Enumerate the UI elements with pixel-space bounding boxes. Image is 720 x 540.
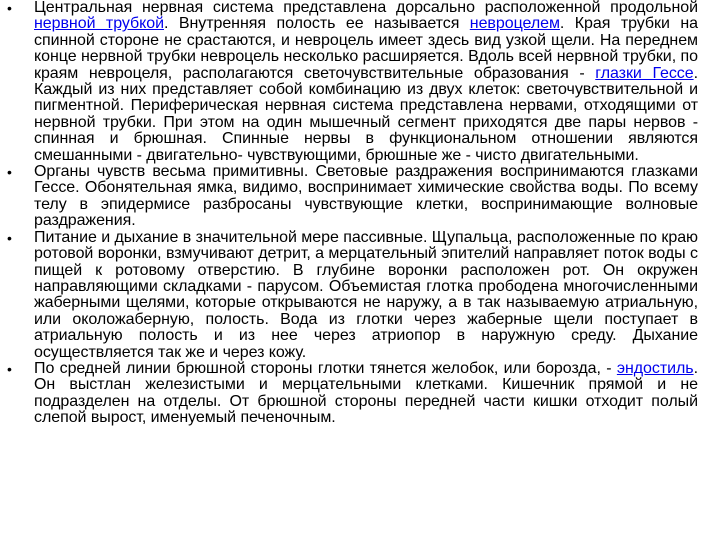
paragraph-text xyxy=(34,164,698,230)
text-segment: . Внутренняя полость ее называется xyxy=(163,15,470,33)
bullet-icon: • xyxy=(7,164,12,181)
link-neurocoel[interactable]: невроцелем xyxy=(469,15,560,33)
text-segment: . Края трубки на спинной стороне не срастаются, и невроцель имеет здесь вид узкой щели. На переднем конце нервной трубки невроцель несколько расширяется. Вдоль всей нервной трубки, по краям невроцеля, располагаются светочувствительные образования - xyxy=(34,15,698,82)
list-item xyxy=(0,164,720,230)
list-item xyxy=(0,0,720,164)
paragraph-text xyxy=(34,0,698,164)
bullet-icon: • xyxy=(7,360,12,377)
paragraph-text xyxy=(34,230,698,361)
list-item xyxy=(0,230,720,361)
paragraph-text xyxy=(34,361,698,427)
text-segment: . Он выстлан железистыми и мерцательными клетками. Кишечник прямой и не подразделен на отделы. От брюшной стороны передней части кишки отходит полый слепой вырост, именуемый печеночным. xyxy=(34,359,698,427)
text-segment: Питание и дыхание в значительной мере пассивные. Щупальца, расположенные по краю ротовой воронки, взмучивают детрит, а мерцательный эпителий направляет поток воды с пищей к ротовому отверстию. В глубине воронки расположен рот. Он окружен направляющими складками - парусом. Объемистая глотка прободена многочисленными жаберными щелями, которые открываются не наружу, а в так называемую атриальную, или околожаберную, полость. Вода из глотки через жаберные щели поступает в атриальную полость и из нее через атриопор в наружную среду. Дыхание осуществляется так же и через кожу. xyxy=(34,228,698,361)
link-hesse-eyes[interactable]: глазки Гессе xyxy=(595,64,694,82)
list-item xyxy=(0,361,720,427)
bullet-icon: • xyxy=(7,0,12,16)
text-segment: По средней линии брюшной стороны глотки тянется желобок, или борозда, - xyxy=(34,359,617,377)
bullet-icon: • xyxy=(7,229,12,246)
text-segment: Центральная нервная система представлена дорсально расположенной продольной xyxy=(34,0,698,16)
link-nerve-tube[interactable]: нервной трубкой xyxy=(34,15,164,33)
text-segment: . Каждый из них представляет собой комбинацию из двух клеток: светочувствительной и пигментной. Периферическая нервная система представлена нервами, отходящими от нервной трубки. При этом на один мышечный сегмент приходятся две пары нервов - спинная и брюшная. Спинные нервы в функциональном отношении являются смешанными - двигательно- чувствующими, брюшные же - чисто двигательными. xyxy=(34,64,698,164)
text-segment: Органы чувств весьма примитивны. Световые раздражения воспринимаются глазками Гессе. Обонятельная ямка, видимо, воспринимает химические свойства воды. По всему телу в эпидермисе разбросаны чувствующие клетки, воспринимающие волновые раздражения. xyxy=(34,163,698,230)
link-endostyle[interactable]: эндостиль xyxy=(616,359,694,377)
